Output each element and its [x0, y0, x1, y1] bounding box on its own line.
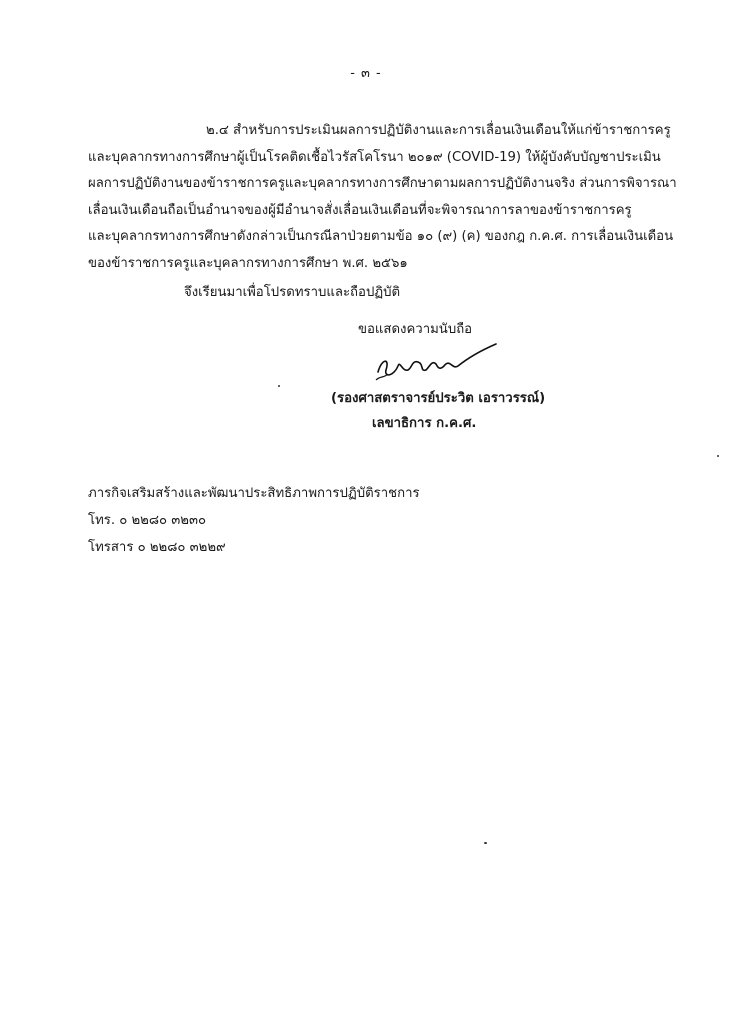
signer-name: (รองศาสตราจารย์ประวิต เอราวรรณ์) — [331, 391, 546, 406]
body-line: และบุคลากรทางการศึกษาดังกล่าวเป็นกรณีลาป่วยตามข้อ ๑๐ (๙) (ค) ของกฎ ก.ค.ศ. การเลื่อนเงินเดือน — [88, 229, 674, 244]
body-line: ของข้าราชการครูและบุคลากรทางการศึกษา พ.ศ. ๒๕๖๑ — [88, 255, 408, 271]
scan-speck — [717, 455, 719, 457]
signer-title: เลขาธิการ ก.ค.ศ. — [372, 416, 477, 431]
body-line: และบุคลากรทางการศึกษาผู้เป็นโรคติดเชื้อไวรัสโคโรนา ๒๐๑๙ (COVID-19) ให้ผู้บังคับบัญชาประเมิน — [88, 149, 661, 165]
scan-speck — [484, 842, 487, 844]
closing-line: จึงเรียนมาเพื่อโปรดทราบและถือปฏิบัติ — [184, 285, 401, 300]
scan-speck — [278, 385, 280, 387]
body-line: เลื่อนเงินเดือนถือเป็นอำนาจของผู้มีอำนาจสั่งเลื่อนเงินเดือนที่จะพิจารณาการลาของข้าราชการครู — [88, 202, 632, 218]
handwritten-signature — [372, 336, 502, 386]
contact-footer — [88, 480, 420, 561]
phone-number: โทร. ๐ ๒๒๘๐ ๓๒๓๐ — [88, 513, 207, 528]
regards-line: ขอแสดงความนับถือ — [358, 322, 473, 337]
body-line: ๒.๔ สำหรับการประเมินผลการปฏิบัติงานและการเลื่อนเงินเดือนให้แก่ข้าราชการครู — [206, 123, 671, 138]
fax-number: โทรสาร ๐ ๒๒๘๐ ๓๒๒๙ — [88, 540, 226, 555]
body-line: ผลการปฏิบัติงานของข้าราชการครูและบุคลากรทางการศึกษาตามผลการปฏิบัติงานจริง ส่วนการพิจารณา — [88, 176, 677, 191]
body-paragraph — [88, 118, 677, 277]
department-name: ภารกิจเสริมสร้างและพัฒนาประสิทธิภาพการปฏิบัติราชการ — [88, 486, 420, 501]
page-number: - ๓ - — [350, 66, 382, 81]
